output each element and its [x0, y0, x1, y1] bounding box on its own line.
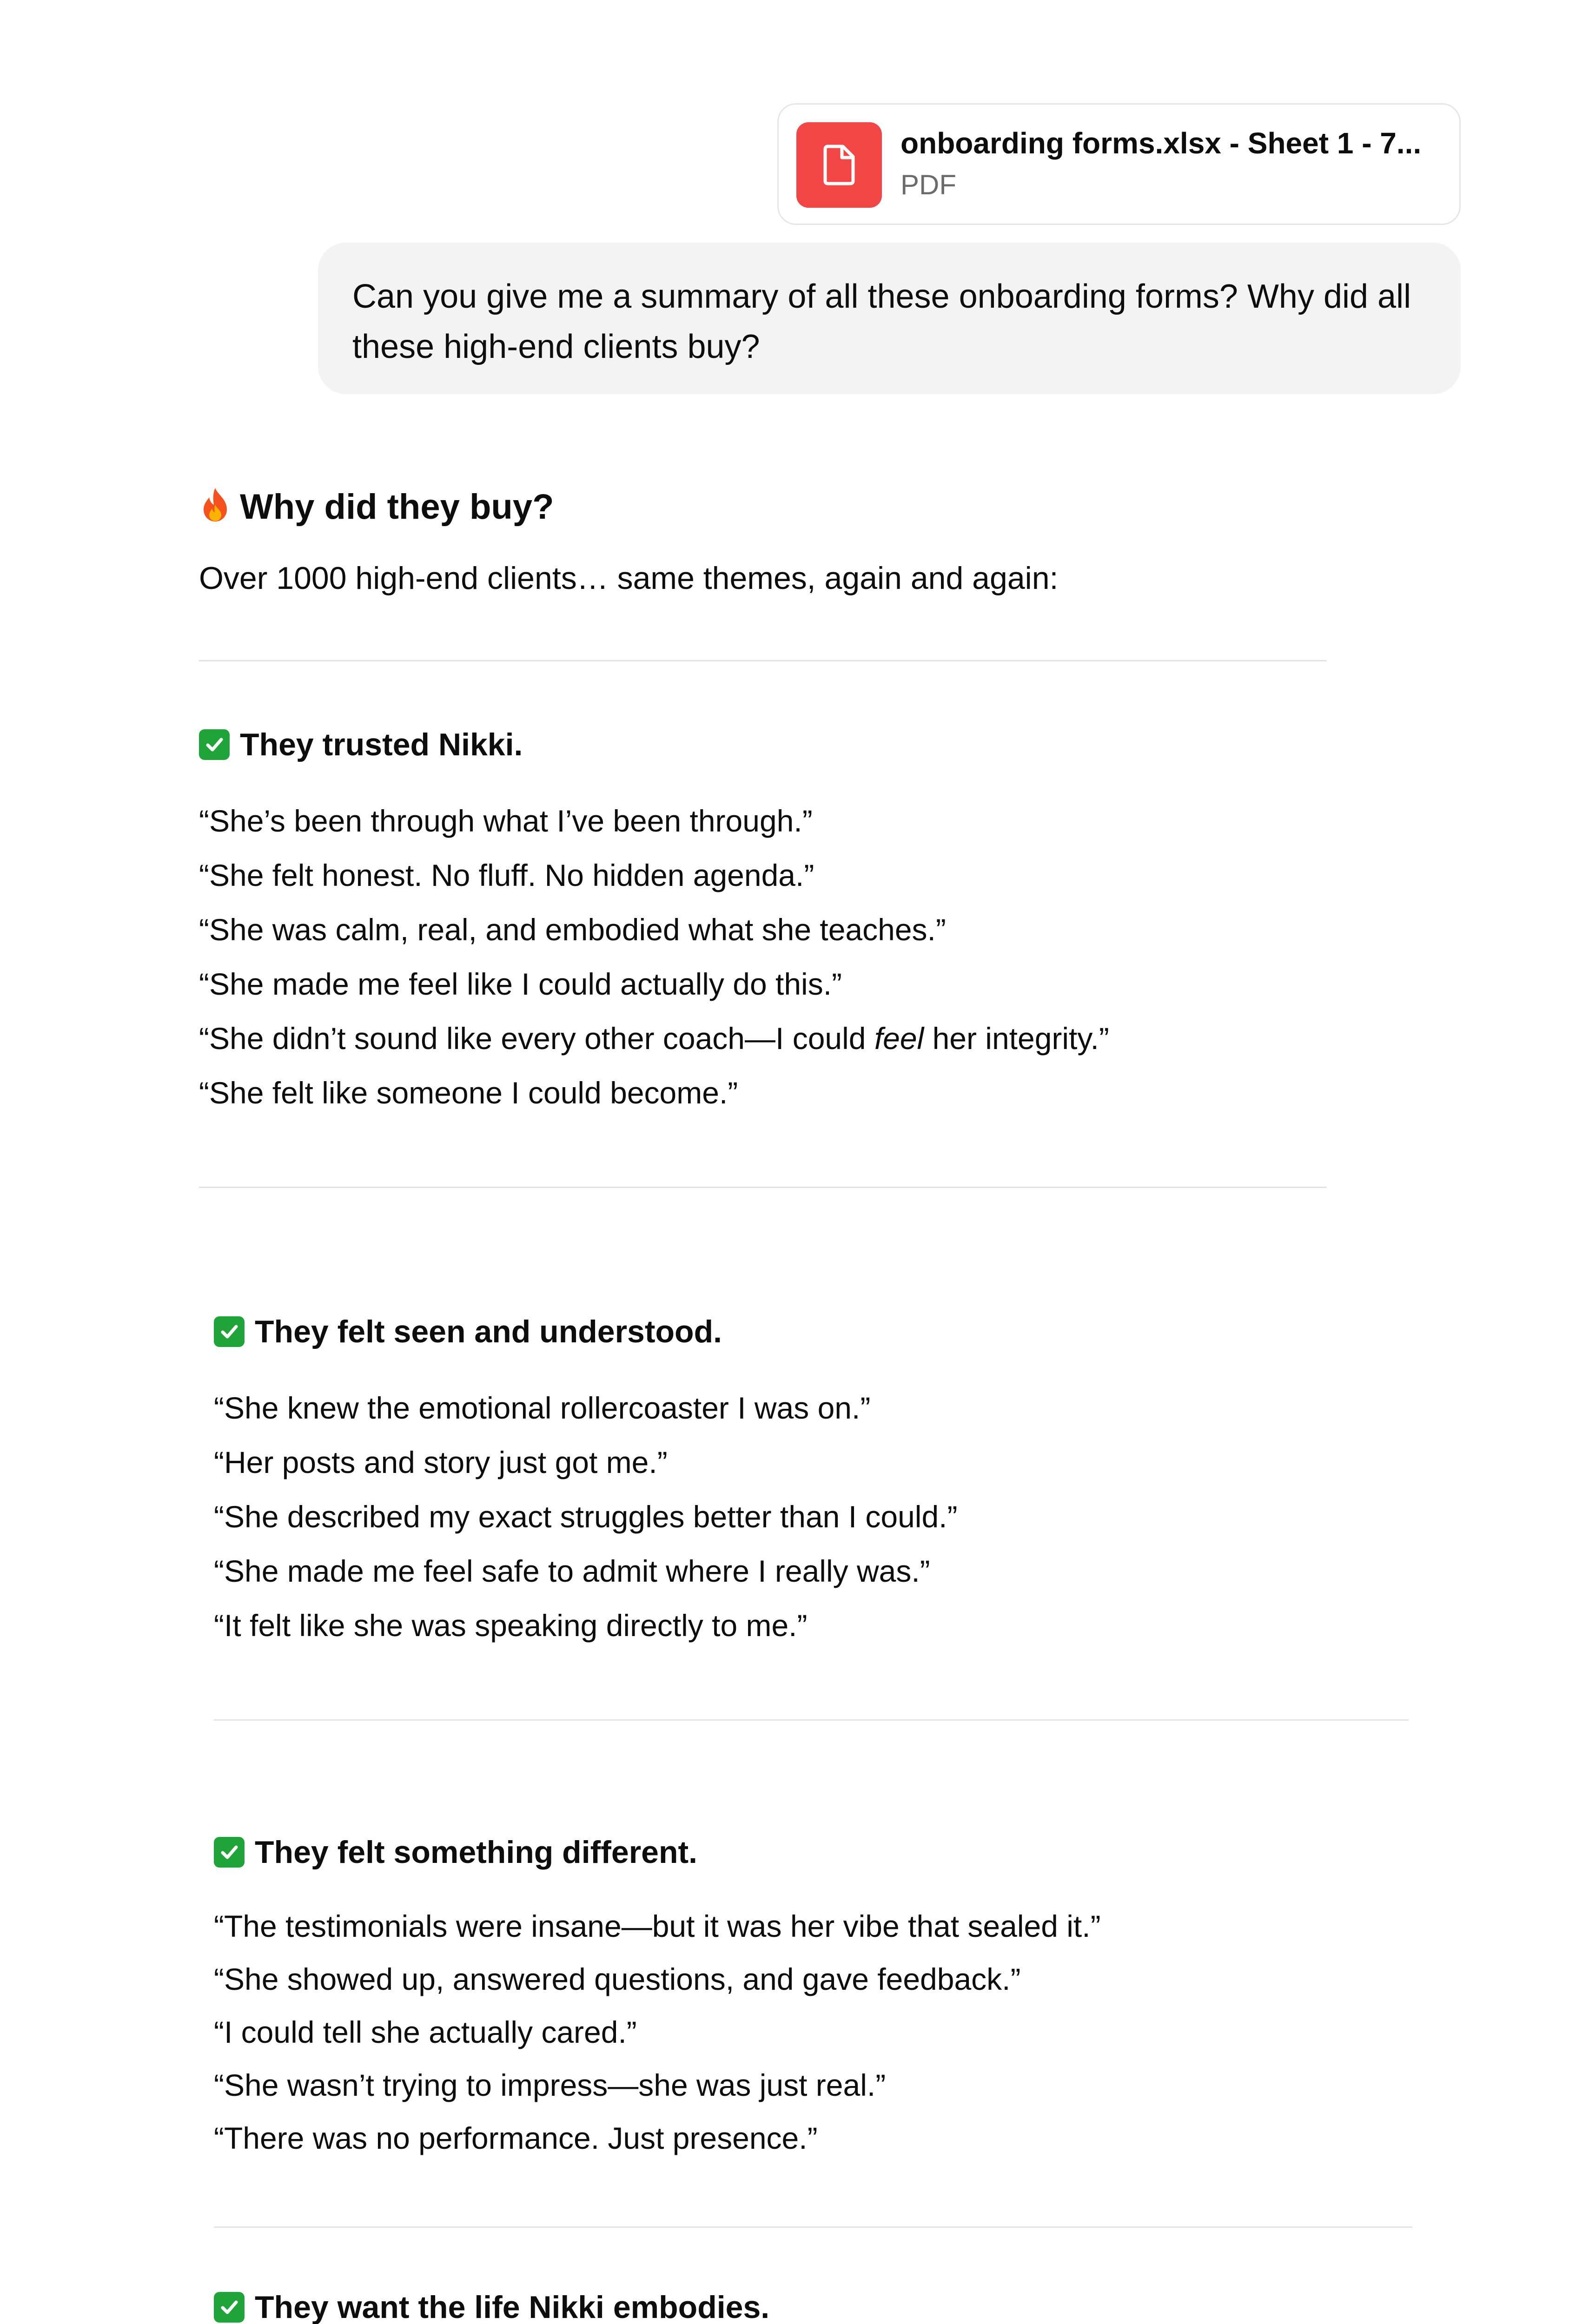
- quote-item: “She made me feel safe to admit where I really was.”: [214, 1554, 930, 1589]
- attachment-file-type: PDF: [900, 169, 956, 200]
- quote-item: “Her posts and story just got me.”: [214, 1445, 668, 1480]
- quote-item: “She felt honest. No fluff. No hidden agenda.”: [199, 858, 814, 893]
- response-heading-text: Why did they buy?: [240, 487, 554, 527]
- section-title: [199, 724, 1109, 765]
- check-mark-icon: [199, 729, 230, 760]
- quote-list: [214, 1900, 1101, 2165]
- quote-emphasis: feel: [874, 1021, 924, 1056]
- quote-item: “She’s been through what I’ve been through.”: [199, 804, 813, 838]
- user-message-bubble: [318, 243, 1461, 394]
- quote-list: [214, 1381, 957, 1653]
- quote-item: “She knew the emotional rollercoaster I was on.”: [214, 1391, 871, 1426]
- quote-item: [199, 1011, 1109, 1066]
- attachment-file-name: onboarding forms.xlsx - Sheet 1 - 7...: [900, 126, 1422, 160]
- section-different: [214, 1832, 1101, 2165]
- quote-item: “It felt like she was speaking directly to me.”: [214, 1608, 808, 1643]
- document-icon: [796, 122, 882, 208]
- quote-item: “She made me feel like I could actually do this.”: [199, 967, 842, 1002]
- section-title: [214, 2287, 1222, 2324]
- quote-item: “She was calm, real, and embodied what she teaches.”: [199, 912, 946, 947]
- divider: [214, 1719, 1409, 1721]
- check-mark-icon: [214, 1316, 245, 1347]
- section-title-text: They want the life Nikki embodies.: [255, 2290, 770, 2324]
- response-heading: [199, 484, 554, 530]
- quote-item: “She felt like someone I could become.”: [199, 1076, 738, 1110]
- quote-text: her integrity.”: [924, 1021, 1109, 1056]
- section-life: [214, 2287, 1222, 2324]
- check-mark-icon: [214, 2292, 245, 2323]
- quote-item: “The testimonials were insane—but it was her vibe that sealed it.”: [214, 1909, 1101, 1944]
- fire-icon: [199, 486, 232, 523]
- section-title-text: They felt something different.: [255, 1835, 698, 1870]
- divider: [214, 2226, 1412, 2228]
- section-title: [214, 1311, 957, 1352]
- user-message-text: Can you give me a summary of all these onboarding forms? Why did all these high-end clients buy?: [352, 278, 1411, 365]
- section-title-text: They trusted Nikki.: [240, 727, 523, 762]
- file-attachment-card[interactable]: [777, 103, 1461, 225]
- quote-text: “She didn’t sound like every other coach—I could: [199, 1021, 874, 1056]
- quote-list: [199, 794, 1109, 1120]
- section-title: [214, 1832, 1101, 1873]
- section-title-text: They felt seen and understood.: [255, 1314, 722, 1349]
- quote-item: “She described my exact struggles better than I could.”: [214, 1499, 958, 1534]
- check-mark-icon: [214, 1837, 245, 1868]
- divider: [199, 660, 1327, 661]
- quote-item: “She wasn’t trying to impress—she was just real.”: [214, 2068, 886, 2103]
- section-trusted: [199, 724, 1109, 1120]
- quote-item: “She showed up, answered questions, and gave feedback.”: [214, 1962, 1021, 1997]
- quote-item: “I could tell she actually cared.”: [214, 2015, 637, 2050]
- section-seen: [214, 1311, 957, 1653]
- quote-item: “There was no performance. Just presence.”: [214, 2121, 818, 2156]
- response-intro: Over 1000 high-end clients… same themes, again and again:: [199, 561, 1059, 596]
- divider: [199, 1187, 1327, 1188]
